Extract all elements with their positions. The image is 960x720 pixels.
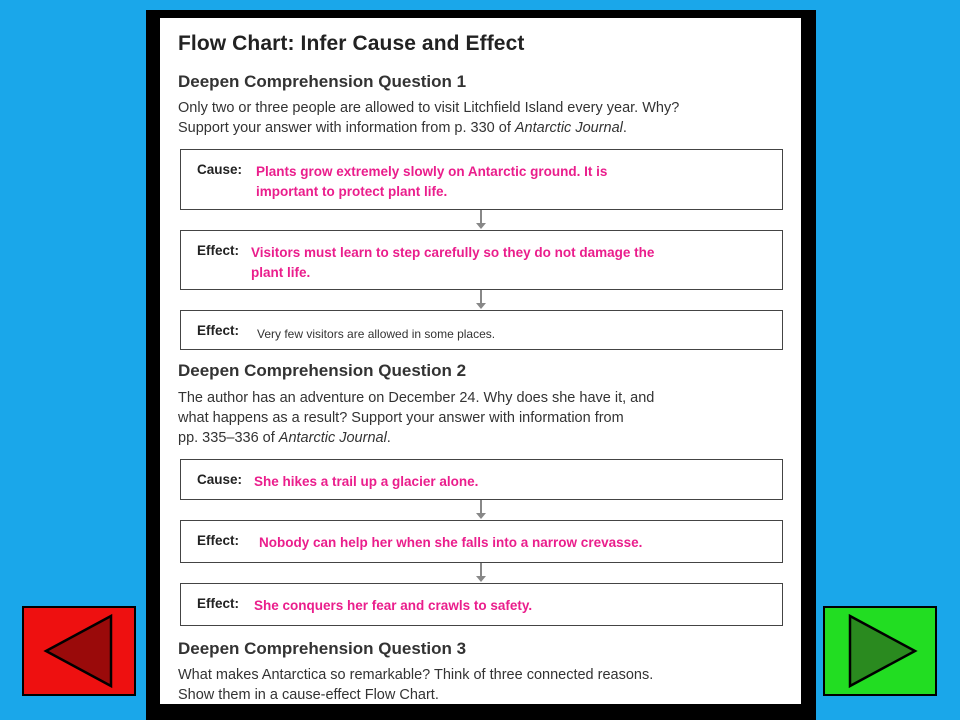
q2-effect-box-2 — [180, 583, 783, 626]
question-3-prompt — [178, 665, 778, 704]
cause-label: Cause: — [197, 162, 243, 177]
q2-cause-box — [180, 459, 783, 500]
right-triangle-icon — [825, 608, 935, 694]
effect-label: Effect: — [197, 243, 240, 258]
q2-effect-box-1 — [180, 520, 783, 563]
question-1-prompt — [178, 98, 778, 138]
question-1-prompt-line-2: Support your answer with information from p. 330 of Antarctic Journal. — [178, 120, 627, 136]
question-2-prompt-line-3: pp. 335–336 of Antarctic Journal. — [178, 430, 391, 446]
question-2-heading: Deepen Comprehension Question 2 — [178, 361, 467, 380]
effect-label: Effect: — [197, 323, 240, 338]
down-arrow-icon — [476, 500, 486, 520]
question-3-heading: Deepen Comprehension Question 3 — [178, 639, 467, 658]
cause-answer: She hikes a trail up a glacier alone. — [254, 474, 479, 489]
worksheet — [160, 18, 801, 704]
effect-answer: Very few visitors are allowed in some places. — [257, 327, 496, 341]
question-2-prompt-line-2: what happens as a result? Support your answer with information from — [178, 410, 624, 426]
question-2-prompt-line-1: The author has an adventure on December 24. Why does she have it, and — [178, 390, 655, 406]
question-3-prompt-line-2: Show them in a cause-effect Flow Chart. — [178, 687, 439, 703]
question-1-heading: Deepen Comprehension Question 1 — [178, 72, 467, 91]
previous-slide-button[interactable] — [22, 606, 136, 696]
book-title: Antarctic Journal — [514, 120, 623, 136]
down-arrow-icon — [476, 210, 486, 230]
next-slide-button[interactable] — [823, 606, 937, 696]
question-3-prompt-line-1: What makes Antarctica so remarkable? Think of three connected reasons. — [178, 667, 654, 683]
effect-label: Effect: — [197, 533, 240, 548]
down-arrow-icon — [476, 563, 486, 583]
cause-answer: Plants grow extremely slowly on Antarctic ground. It is important to protect plant life. — [256, 164, 608, 199]
book-title: Antarctic Journal — [278, 430, 387, 446]
left-triangle-icon — [24, 608, 134, 694]
down-arrow-icon — [476, 290, 486, 310]
effect-answer: She conquers her fear and crawls to safety. — [254, 598, 533, 613]
cause-label: Cause: — [197, 472, 243, 487]
q1-effect-box-2 — [180, 310, 783, 350]
effect-answer: Nobody can help her when she falls into a narrow crevasse. — [259, 535, 643, 550]
q1-effect-box-1 — [180, 230, 783, 290]
question-1-prompt-line-1: Only two or three people are allowed to visit Litchfield Island every year. Why? — [178, 100, 680, 116]
effect-answer: Visitors must learn to step carefully so they do not damage the plant life. — [251, 245, 655, 280]
question-2-prompt — [178, 388, 778, 448]
worksheet-title: Flow Chart: Infer Cause and Effect — [178, 32, 525, 55]
q1-cause-box — [180, 149, 783, 210]
effect-label: Effect: — [197, 596, 240, 611]
